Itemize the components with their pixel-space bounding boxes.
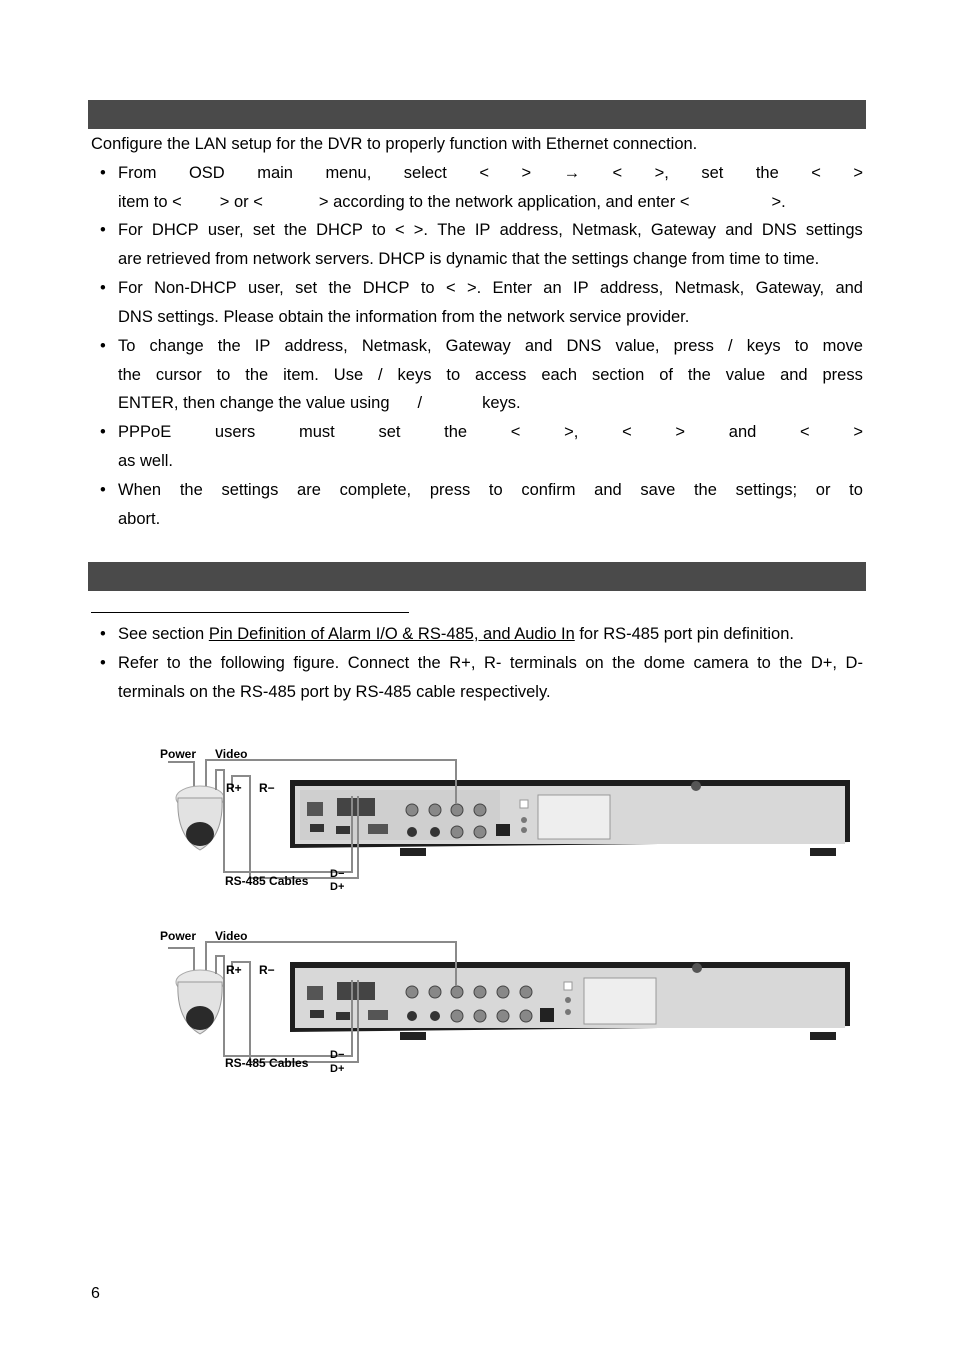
- text-line: [118, 476, 863, 505]
- bullet-glyph: •: [100, 164, 106, 182]
- word: to: [372, 221, 386, 239]
- word: item.: [283, 365, 319, 384]
- word: <: [479, 164, 489, 182]
- word: to: [488, 481, 503, 499]
- word: settings: [805, 221, 863, 239]
- text-line: DNS settings. Please obtain the information from the network service provider.: [118, 307, 690, 326]
- word: camera: [693, 654, 749, 672]
- usb-port: [310, 1010, 324, 1018]
- word: <: [612, 164, 623, 182]
- lan-port: [307, 802, 323, 816]
- rs485-wiring-figure-8ch: [160, 928, 852, 1080]
- pin-definition-label: [584, 978, 656, 1024]
- dvr-foot: [400, 1032, 426, 1040]
- vga-port: [368, 1010, 388, 1020]
- word: press: [673, 337, 714, 355]
- word: the: [755, 164, 779, 182]
- word: user,: [207, 221, 244, 239]
- word: confirm: [521, 481, 576, 499]
- text-line: [118, 159, 863, 188]
- bnc-ch4: [474, 826, 486, 838]
- heading-underline: [91, 612, 409, 613]
- list-item: • See section Pin Definition of Alarm I/O & RS-485, and Audio In for RS-485 port pin definition.: [100, 620, 863, 649]
- list-item: [100, 159, 863, 217]
- digital-output-port: [336, 826, 350, 834]
- word: Enter: [492, 279, 532, 297]
- bnc-ch3: [474, 986, 486, 998]
- word: value: [725, 365, 766, 384]
- pin-definition-label: [538, 795, 610, 839]
- word: address,: [599, 279, 664, 297]
- word: the: [612, 654, 636, 672]
- bnc-ch6: [497, 1010, 509, 1022]
- word: Netmask,: [674, 279, 745, 297]
- dvr-foot: [400, 848, 426, 856]
- word: to: [166, 654, 181, 672]
- word: and: [725, 221, 753, 239]
- word: <: [394, 221, 405, 239]
- word: the: [328, 279, 352, 297]
- word: save: [640, 481, 676, 499]
- word: R+,: [449, 654, 476, 672]
- word: settings;: [735, 481, 798, 499]
- text-line: abort.: [118, 509, 161, 528]
- bullet-glyph: •: [100, 221, 106, 239]
- word: press: [822, 365, 863, 384]
- word: <: [622, 423, 632, 441]
- text-line: [118, 332, 863, 361]
- word: the: [284, 221, 307, 239]
- word: to: [794, 337, 809, 355]
- word: and: [780, 365, 808, 384]
- power-label: Power: [160, 929, 197, 943]
- word: the: [118, 365, 141, 384]
- list-item: [100, 649, 863, 707]
- word: the: [245, 365, 269, 384]
- word: IP: [254, 337, 271, 355]
- word: >: [521, 164, 532, 182]
- word: OSD: [188, 164, 225, 182]
- word: menu,: [325, 164, 372, 182]
- word: >.: [466, 279, 482, 297]
- rs485-cables-label: RS-485 Cables: [225, 874, 309, 888]
- word: the: [444, 423, 468, 441]
- dminus-label: D−: [330, 868, 345, 880]
- rplus-label: R+: [226, 963, 242, 977]
- word: the: [179, 481, 203, 499]
- word: Gateway: [650, 221, 717, 239]
- text-line: [118, 216, 863, 245]
- word: PPPoE: [118, 423, 172, 441]
- dc-power-jack: [540, 1008, 554, 1022]
- word: value,: [615, 337, 660, 355]
- digital-output-port: [336, 1012, 350, 1020]
- word: main: [257, 164, 293, 182]
- bnc-ch3: [451, 826, 463, 838]
- word: to: [446, 365, 461, 384]
- word: and: [594, 481, 622, 499]
- word: <: [800, 423, 810, 441]
- word: DNS: [566, 337, 602, 355]
- word: DHCP: [362, 279, 410, 297]
- word: an: [543, 279, 562, 297]
- bnc-ch2: [474, 804, 486, 816]
- word: and: [835, 279, 863, 297]
- word: following: [220, 654, 285, 672]
- word: on: [585, 654, 604, 672]
- word: to: [849, 481, 863, 499]
- dvr-foot: [810, 1032, 836, 1040]
- vga-port: [368, 824, 388, 834]
- section-header-bar: [88, 100, 866, 129]
- word: set: [252, 221, 275, 239]
- word: >: [853, 164, 863, 182]
- text-line: as well.: [118, 451, 174, 470]
- word: and: [728, 423, 757, 441]
- dc-power-jack: [496, 824, 510, 836]
- word: >,: [564, 423, 579, 441]
- word: complete,: [339, 481, 412, 499]
- word: to: [757, 654, 771, 672]
- text-line: ENTER, then change the value using / keys.: [118, 394, 521, 413]
- dvr-foot: [810, 848, 836, 856]
- word: must: [298, 423, 335, 441]
- bnc-ch5: [497, 986, 509, 998]
- word: >.: [413, 221, 429, 239]
- alarm-port: [337, 798, 375, 816]
- word: Refer: [118, 654, 159, 672]
- word: >: [853, 423, 863, 441]
- word: IP: [573, 279, 589, 297]
- list-item: [100, 418, 863, 476]
- word: of: [659, 365, 673, 384]
- word: the: [779, 654, 803, 672]
- text-line: are retrieved from network servers. DHCP is dynamic that the settings change from time to time.: [118, 249, 820, 268]
- rs485-wiring-figure-4ch: [160, 740, 852, 896]
- word: to: [216, 365, 231, 384]
- word: The: [437, 221, 466, 239]
- word: to: [420, 279, 435, 297]
- word: terminals: [509, 654, 577, 672]
- word: are: [297, 481, 321, 499]
- word: change: [149, 337, 204, 355]
- word: Non-DHCP: [154, 279, 237, 297]
- word: R-: [483, 654, 502, 672]
- word: address,: [499, 221, 563, 239]
- word: user,: [247, 279, 284, 297]
- word: For: [118, 221, 143, 239]
- alarm-port: [337, 982, 375, 1000]
- word: /: [378, 365, 383, 384]
- word: >: [675, 423, 686, 441]
- word: Gateway,: [755, 279, 825, 297]
- video-label: Video: [215, 929, 248, 943]
- dplus-label: D+: [330, 881, 345, 893]
- word: <: [510, 423, 521, 441]
- section-header-bar: [88, 562, 866, 591]
- word: set: [295, 279, 318, 297]
- list-item: [100, 216, 863, 274]
- bnc-ch1: [451, 986, 463, 998]
- word: settings: [221, 481, 279, 499]
- word: keys: [746, 337, 781, 355]
- word: Netmask,: [361, 337, 432, 355]
- word: >,: [654, 164, 669, 182]
- power-label: Power: [160, 747, 197, 761]
- bnc-ch8: [520, 1010, 532, 1022]
- bnc-ch2: [451, 1010, 463, 1022]
- word: the: [217, 337, 241, 355]
- bullet-glyph: •: [100, 625, 106, 643]
- rminus-label: R−: [259, 781, 275, 795]
- dplus-label: D+: [330, 1063, 345, 1075]
- bullet-glyph: •: [100, 654, 106, 672]
- rminus-label: R−: [259, 963, 275, 977]
- word: For: [118, 279, 143, 297]
- bnc-ch7: [520, 986, 532, 998]
- word: move: [822, 337, 863, 355]
- word: DHCP: [316, 221, 363, 239]
- lan-port: [307, 986, 323, 1000]
- dminus-label: D−: [330, 1049, 345, 1061]
- word: and: [524, 337, 553, 355]
- word: <: [811, 164, 821, 182]
- usb-port: [310, 824, 324, 832]
- word: DNS: [761, 221, 797, 239]
- word: Netmask,: [572, 221, 642, 239]
- word: IP: [474, 221, 491, 239]
- text-line: [118, 274, 863, 303]
- word: D-: [845, 654, 863, 672]
- word: address,: [284, 337, 348, 355]
- bnc-ch1: [451, 804, 463, 816]
- word: set: [701, 164, 724, 182]
- word: cursor: [155, 365, 202, 384]
- rplus-label: R+: [226, 781, 242, 795]
- word: From: [118, 164, 157, 182]
- word: press: [429, 481, 471, 499]
- text-line: [118, 361, 863, 390]
- word: D+,: [810, 654, 837, 672]
- bullet-glyph: •: [100, 337, 106, 355]
- text-line: [118, 418, 863, 447]
- word: select: [403, 164, 447, 182]
- list-item: [100, 274, 863, 332]
- word: figure.: [293, 654, 340, 672]
- word: DHCP: [151, 221, 199, 239]
- section-link[interactable]: Pin Definition of Alarm I/O & RS-485, and Audio In: [208, 625, 575, 643]
- word: Use: [333, 365, 364, 384]
- text-line: terminals on the RS-485 port by RS-485 cable respectively.: [118, 682, 551, 701]
- word: <: [445, 279, 456, 297]
- word: users: [214, 423, 256, 441]
- word: each: [541, 365, 578, 384]
- word: or: [815, 481, 831, 499]
- word: keys: [397, 365, 432, 384]
- word: →: [563, 164, 581, 182]
- bullet-glyph: •: [100, 423, 106, 441]
- text-line: [118, 649, 863, 678]
- word: To: [118, 337, 136, 355]
- word: set: [378, 423, 401, 441]
- word: Connect: [347, 654, 410, 672]
- video-label: Video: [215, 747, 248, 761]
- rs485-cables-label: RS-485 Cables: [225, 1056, 309, 1070]
- bnc-ch4: [474, 1010, 486, 1022]
- bullet-glyph: •: [100, 481, 106, 499]
- word: the: [687, 365, 711, 384]
- word: section: [592, 365, 645, 384]
- word: the: [693, 481, 717, 499]
- word: the: [189, 654, 213, 672]
- word: dome: [643, 654, 685, 672]
- list-item: [100, 476, 863, 534]
- word: access: [475, 365, 527, 384]
- word: /: [728, 337, 733, 355]
- text-line: item to < > or < > according to the network application, and enter < >.: [118, 192, 786, 211]
- word: the: [417, 654, 441, 672]
- word: Gateway: [445, 337, 511, 355]
- intro-text: Configure the LAN setup for the DVR to properly function with Ethernet connection.: [91, 135, 698, 153]
- word: When: [118, 481, 162, 499]
- page-number: 6: [91, 1285, 100, 1302]
- bullet-glyph: •: [100, 279, 106, 297]
- list-item: [100, 332, 863, 418]
